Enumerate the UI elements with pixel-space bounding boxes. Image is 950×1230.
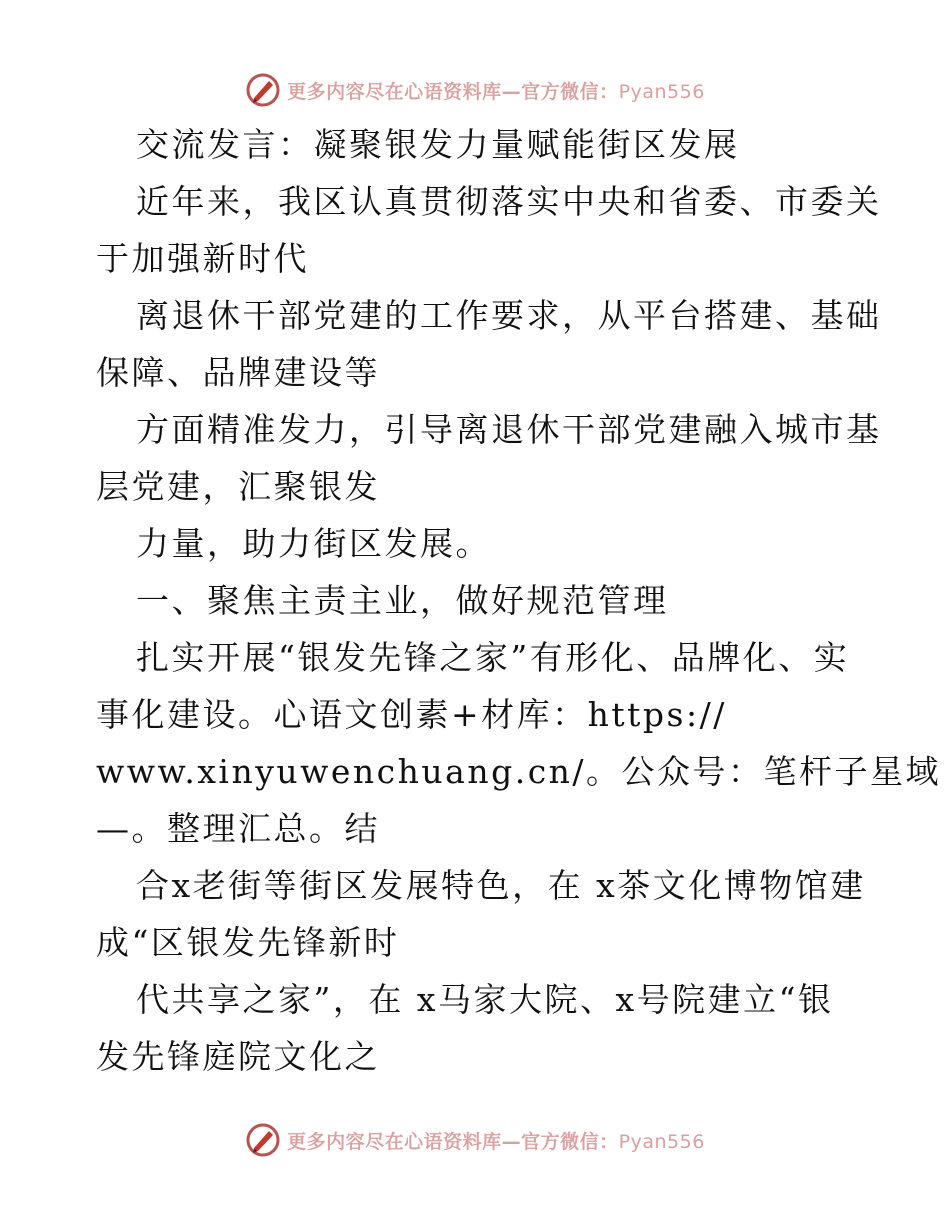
text-line: 方面精准发力，引导离退休干部党建融入城市基 xyxy=(136,410,882,449)
text-line: www.xinyuwenchuang.cn/。公众号：笔杆子星域 xyxy=(96,752,942,791)
text-line: 扎实开展“银发先锋之家”有形化、品牌化、实 xyxy=(136,638,850,677)
text-line: 代共享之家”，在 x马家大院、x号院建立“银 xyxy=(136,980,834,1019)
text-line: 交流发言：凝聚银发力量赋能街区发展 xyxy=(136,125,740,164)
text-line: 离退休干部党建的工作要求，从平台搭建、基础 xyxy=(136,296,882,335)
pen-logo-icon xyxy=(245,72,281,108)
text-line: 一、聚焦主责主业，做好规范管理 xyxy=(136,581,669,620)
banner-text: 更多内容尽在心语资料库—官方微信：Pyan556 xyxy=(287,1130,705,1153)
text-line: 保障、品牌建设等 xyxy=(96,353,380,392)
text-line: 力量，助力街区发展。 xyxy=(136,524,491,563)
text-line: 合x老街等街区发展特色，在 x茶文化博物馆建 xyxy=(136,866,866,905)
text-line: 发先锋庭院文化之 xyxy=(96,1037,380,1076)
banner-text: 更多内容尽在心语资料库—官方微信：Pyan556 xyxy=(287,80,705,103)
text-line: 近年来，我区认真贯彻落实中央和省委、市委关 xyxy=(136,182,882,221)
text-line: 于加强新时代 xyxy=(96,239,309,278)
text-line: 成“区银发先锋新时 xyxy=(96,923,400,962)
pen-logo-icon xyxy=(245,1122,281,1158)
document-body xyxy=(96,116,942,1085)
footer-banner xyxy=(0,1118,950,1162)
text-line: 层党建，汇聚银发 xyxy=(96,467,380,506)
text-line: 事化建设。心语文创素+材库：https:// xyxy=(96,695,727,734)
header-banner xyxy=(0,68,950,112)
text-line: —。整理汇总。结 xyxy=(96,809,380,848)
